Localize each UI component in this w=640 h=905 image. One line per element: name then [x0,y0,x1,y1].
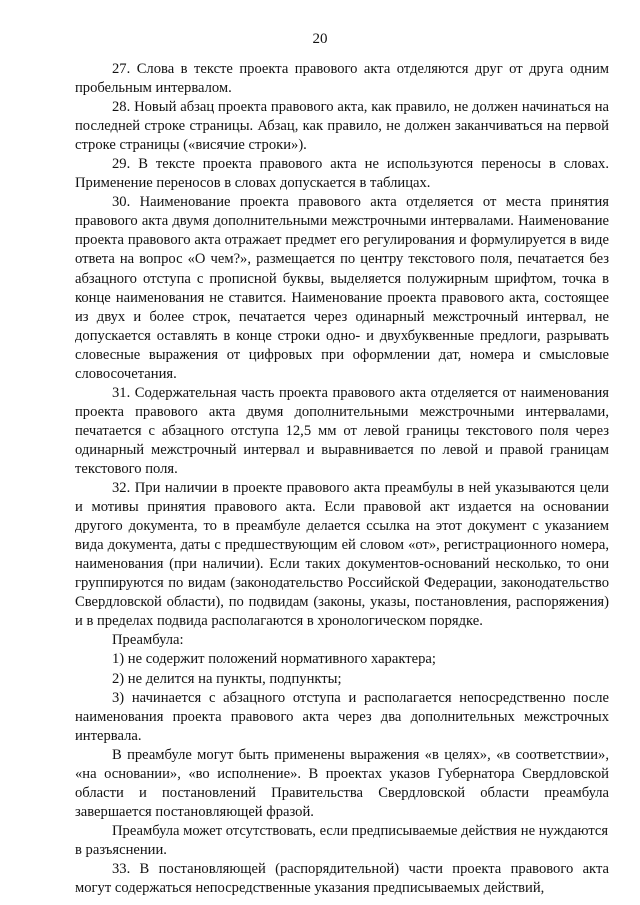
paragraph-30: 30. Наименование проекта правового акта отделяется от места принятия правового акта двумя дополнительными межстрочными интервалами. Наименование проекта правового акта отражает предмет его регулирования и формулируется в виде ответа на вопрос «О чем?», размещается по центру текстового поля, печатается без абзацного отступа с прописной буквы, выделяется полужирным шрифтом, точка в конце наименования не ставится. Наименование проекта правового акта, состоящее из двух и более строк, печатается через одинарный межстрочный интервал, не допускается оставлять в конце строки одно- и двухбуквенные предлоги, разрывать словесные выражения от цифровых при оформлении дат, номера и смысловые словосочетания. [75,194,609,382]
paragraph-29: 29. В тексте проекта правового акта не используются переносы в словах. Применение переносов в словах допускается в таблицах. [75,156,609,192]
paragraph-27: 27. Слова в тексте проекта правового акта отделяются друг от друга одним пробельным интервалом. [75,61,609,97]
preamble-item-2: 2) не делится на пункты, подпункты; [112,670,342,687]
page-number: 20 [312,31,328,47]
paragraph-31: 31. Содержательная часть проекта правового акта отделяется от наименования проекта правового акта двумя дополнительными межстрочными интервалами, печатается с абзацного отступа 12,5 мм от левой границы текстового поля через одинарный межстрочный интервал и выравнивается по левой и правой границам текстового поля. [75,384,609,477]
preamble-item-1: 1) не содержит положений нормативного характера; [112,651,436,668]
paragraph-28: 28. Новый абзац проекта правового акта, как правило, не должен начинаться на последней строке страницы. Абзац, как правило, не должен заканчиваться на первой строке страницы («висячие строки»). [75,99,609,154]
preamble-item-3: 3) начинается с абзацного отступа и располагается непосредственно после наименования проекта правового акта через два дополнительных межстрочных интервала. [75,689,609,744]
paragraph-32: 32. При наличии в проекте правового акта преамбулы в ней указываются цели и мотивы принятия правового акта. Если правовой акт издается на основании другого документа, то в преамбуле делается ссылка на этот документ с указанием вида документа, даты с предшествующим ей словом «от», регистрационного номера, наименования (при наличии). Если таких документов-оснований несколько, то они группируются по видам (законодательство Российской Федерации, законодательство Свердловской области), по подвидам (законы, указы, постановления, распоряжения) и в пределах подвида располагаются в хронологическом порядке. [75,480,609,630]
preamble-absence-paragraph: Преамбула может отсутствовать, если предписываемые действия не нуждаются в разъяснении. [75,822,609,858]
preamble-expressions-paragraph: В преамбуле могут быть применены выражения «в целях», «в соответствии», «на основании», «во исполнение». В проектах указов Губернатора Свердловской области и постановлений Правительства Свердловской области преамбула завершается постановляющей фразой. [75,746,609,820]
preamble-heading: Преамбула: [112,632,184,649]
paragraph-33: 33. В постановляющей (распорядительной) части проекта правового акта могут содержаться непосредственные указания предписываемых действий, [75,860,609,897]
document-body [75,60,609,898]
